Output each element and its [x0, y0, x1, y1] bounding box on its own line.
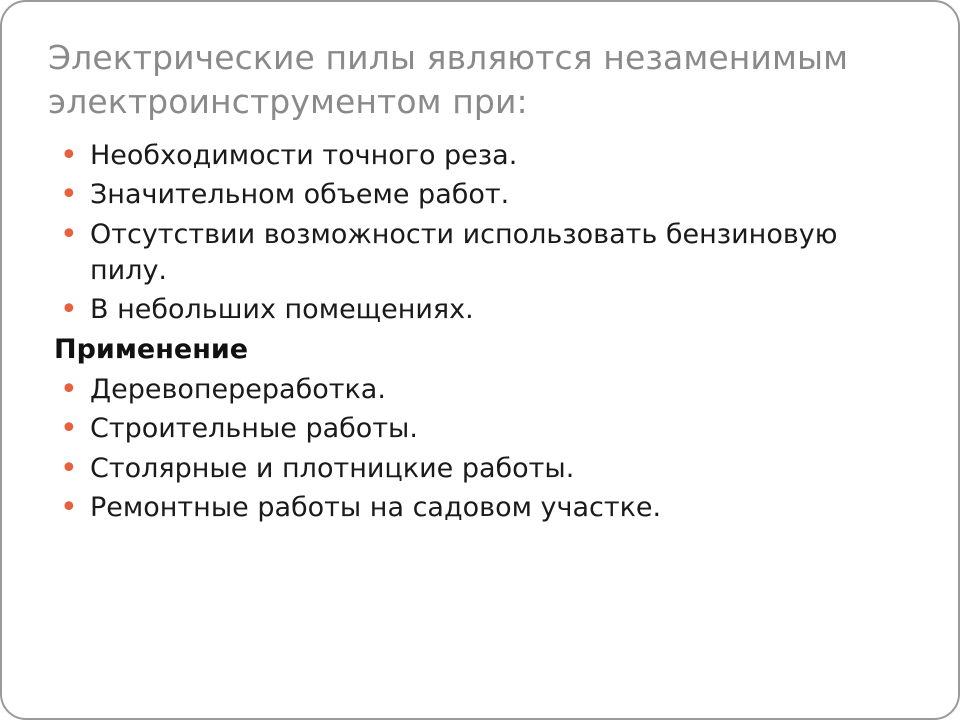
list-item: • Необходимости точного реза. [54, 138, 890, 174]
content-list [48, 138, 912, 526]
list-item: • Столярные и плотницкие работы. [54, 451, 890, 487]
list-item: • Строительные работы. [54, 411, 890, 447]
list-item: • В небольших помещениях. [54, 292, 890, 328]
list-item: • Деревопереработка. [54, 372, 890, 408]
page-title: Электрические пилы являются незаменимым электроинструментом при: [48, 38, 849, 121]
list-item-heading: Применение [54, 333, 249, 365]
list-item: • Ремонтные работы на садовом участке. [54, 490, 890, 526]
list-item: • Значительном объеме работ. [54, 177, 890, 213]
list-item: • Отсутствии возможности использовать бензиновую пилу. [54, 217, 890, 288]
